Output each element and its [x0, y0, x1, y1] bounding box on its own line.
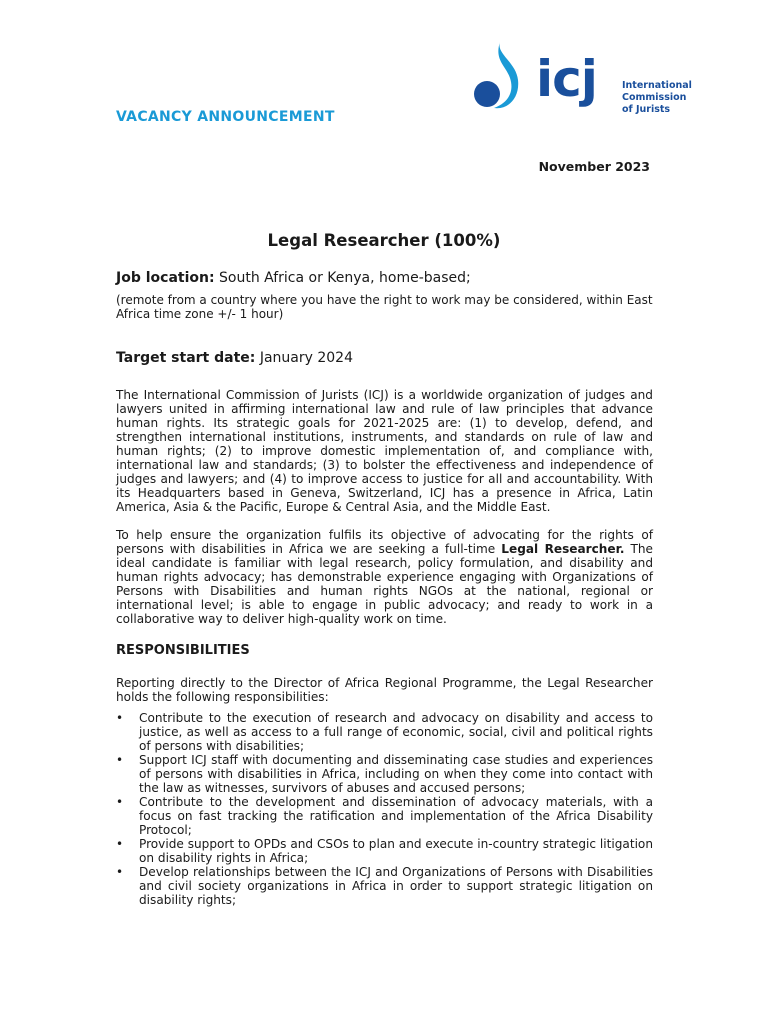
list-item-text: Support ICJ staff with documenting and disseminating case studies and experiences of persons with disabilities in Africa, including on when they come into contact with the law as witnesses, survivors of abuses and accused persons; — [139, 753, 653, 795]
list-item-text: Provide support to OPDs and CSOs to plan and execute in-country strategic litigation on disability rights in Africa; — [139, 837, 653, 865]
logo-abbreviation: icj — [536, 50, 597, 108]
vacancy-label: VACANCY ANNOUNCEMENT — [116, 109, 335, 125]
icj-logo — [472, 38, 692, 120]
responsibilities-heading: RESPONSIBILITIES — [116, 643, 250, 658]
job-location-label: Job location: — [116, 270, 215, 286]
bullet-icon: • — [116, 865, 124, 879]
announcement-date: November 2023 — [538, 159, 650, 174]
list-item — [116, 795, 653, 837]
job-location-note: (remote from a country where you have the right to work may be considered, within East Africa time zone +/- 1 hour) — [116, 293, 653, 321]
job-location — [116, 270, 471, 286]
role-paragraph-text: To help ensure the organization fulfils its objective of advocating for the rights of persons with disabilities in Africa we are seeking a full-time — [116, 528, 653, 556]
start-date — [116, 350, 353, 366]
bullet-icon: • — [116, 753, 124, 767]
role-paragraph-text: The ideal candidate is familiar with legal research, policy formulation, and disability and human rights advocacy; has demonstrable experience engaging with Organizations of Persons with Disabilities and human rights NGOs at the national, regional or international level; is able to engage in public advocacy; and ready to work in a collaborative way to deliver high-quality work on time. — [116, 542, 653, 626]
logo-name-line: Commission — [622, 92, 687, 103]
drop-logo-icon — [472, 38, 536, 118]
list-item — [116, 837, 653, 865]
list-item — [116, 865, 653, 907]
start-date-label: Target start date: — [116, 350, 256, 366]
list-item — [116, 753, 653, 795]
list-item — [116, 711, 653, 753]
job-title: Legal Researcher (100%) — [267, 231, 501, 250]
job-location-value: South Africa or Kenya, home-based; — [214, 270, 471, 286]
responsibilities-list — [116, 711, 653, 907]
logo-name-line: International — [622, 80, 692, 91]
role-paragraph — [116, 528, 653, 626]
bullet-icon: • — [116, 795, 124, 809]
responsibilities-intro: Reporting directly to the Director of Africa Regional Programme, the Legal Researcher holds the following responsibilities: — [116, 676, 653, 704]
list-item-text: Contribute to the development and dissemination of advocacy materials, with a focus on fast tracking the ratification and implementation of the Africa Disability Protocol; — [139, 795, 653, 837]
list-item-text: Contribute to the execution of research and advocacy on disability and access to justice, as well as access to a full range of economic, social, civil and political rights of persons with disabilities; — [139, 711, 653, 753]
list-item-text: Develop relationships between the ICJ and Organizations of Persons with Disabilities and civil society organizations in Africa in order to support strategic litigation on disability rights; — [139, 865, 653, 907]
organization-paragraph: The International Commission of Jurists (ICJ) is a worldwide organization of judges and lawyers united in affirming international law and rule of law principles that advance human rights. Its strategic goals for 2021-2025 are: (1) to develop, defend, and strengthen international institutions, instruments, and standards on rule of law and human rights; (2) to improve domestic implementation of, and compliance with, international law and standards; (3) to bolster the effectiveness and independence of judges and lawyers; and (4) to improve access to justice for all and accountability. With its Headquarters based in Geneva, Switzerland, ICJ has a presence in Africa, Latin America, Asia & the Pacific, Europe & Central Asia, and the Middle East. — [116, 388, 653, 514]
start-date-value: January 2024 — [255, 350, 353, 366]
role-paragraph-bold: Legal Researcher. — [501, 542, 625, 556]
logo-name — [622, 80, 692, 116]
logo-name-line: of Jurists — [622, 104, 671, 115]
bullet-icon: • — [116, 711, 124, 725]
bullet-icon: • — [116, 837, 124, 851]
